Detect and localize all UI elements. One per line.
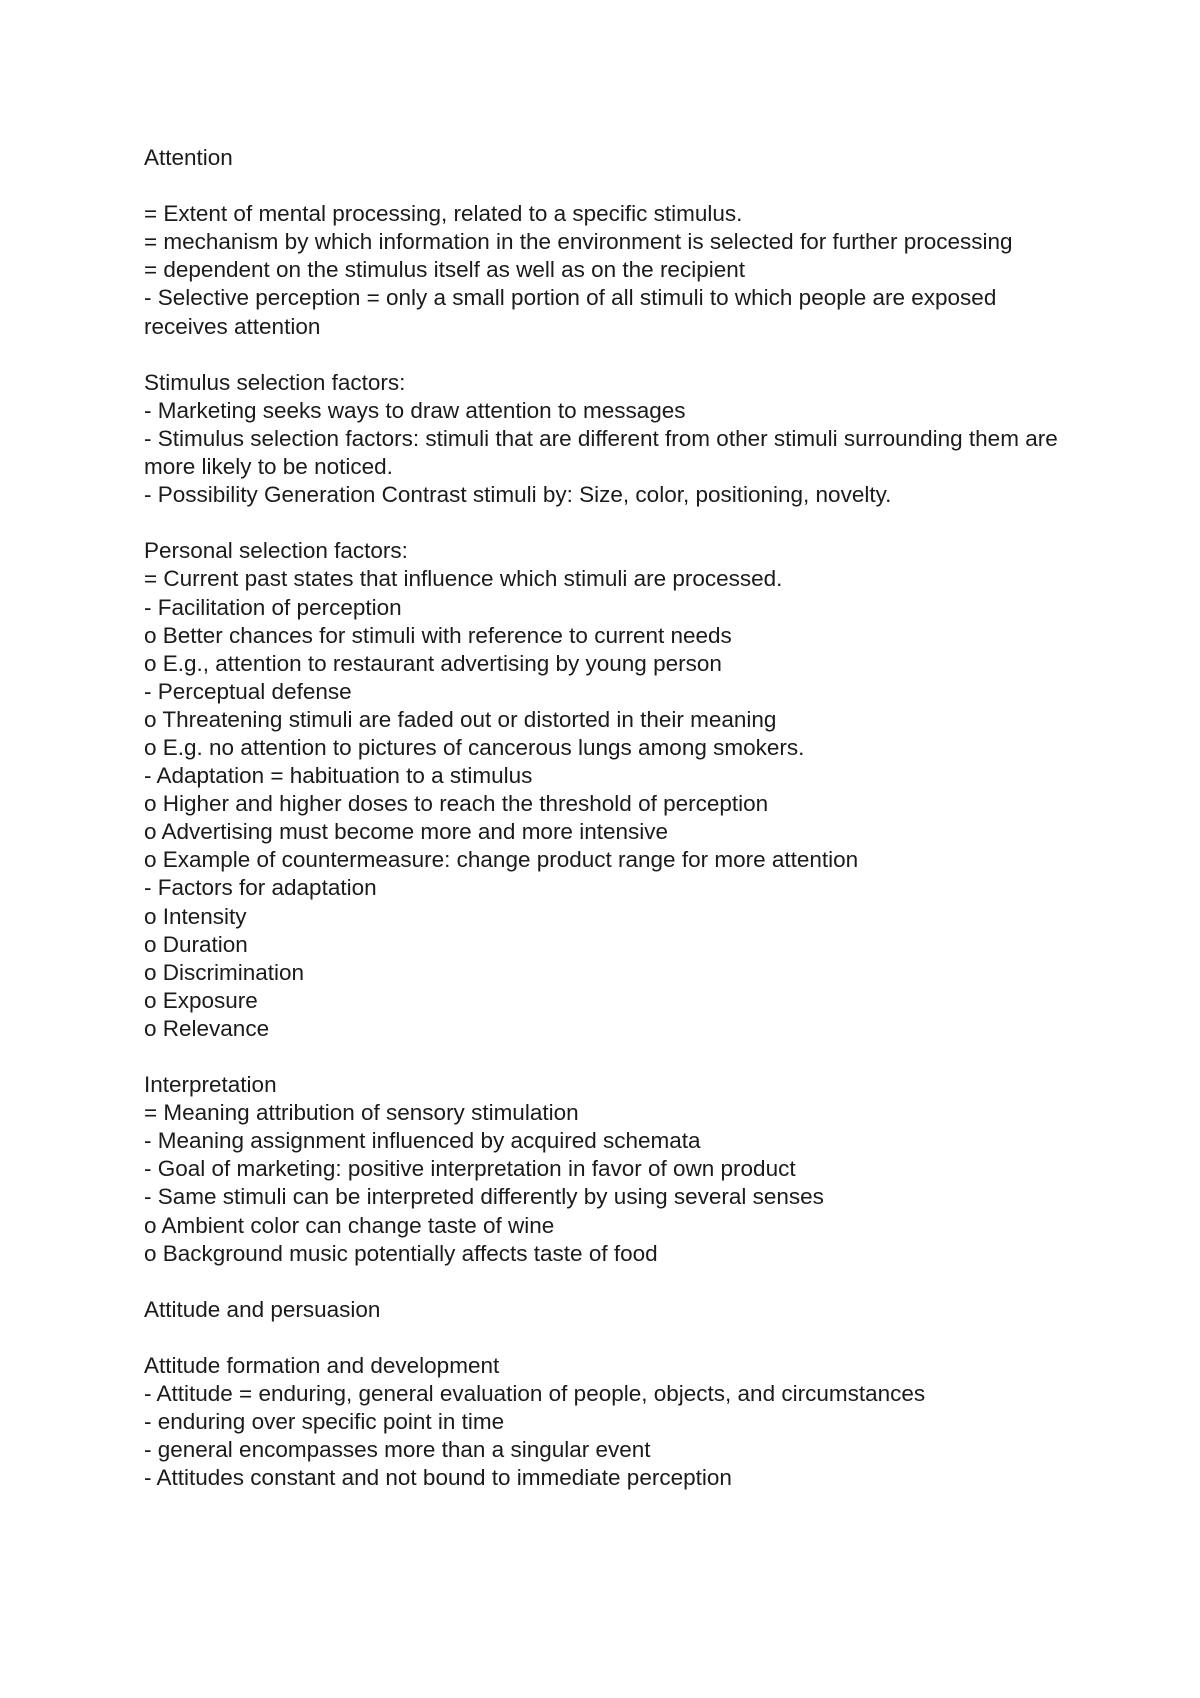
- text-line: o Discrimination: [144, 959, 305, 985]
- text-line: - Perceptual defense: [144, 678, 352, 704]
- text-line: Personal selection factors:: [144, 538, 408, 564]
- text-line: - Marketing seeks ways to draw attention to messages: [144, 397, 686, 423]
- text-line: o Advertising must become more and more intensive: [144, 819, 669, 845]
- blank-line: [144, 1043, 1064, 1071]
- text-line: - Attitudes constant and not bound to immediate perception: [144, 1465, 732, 1491]
- text-line: - general encompasses more than a singular event: [144, 1437, 651, 1463]
- text-line: o Intensity: [144, 903, 247, 929]
- text-line: = Current past states that influence which stimuli are processed.: [144, 566, 783, 592]
- blank-line: [144, 172, 1064, 200]
- text-line: = mechanism by which information in the environment is selected for further processing: [144, 229, 1013, 255]
- text-line: o Relevance: [144, 1015, 270, 1041]
- text-line: Stimulus selection factors:: [144, 369, 406, 395]
- text-line: - Attitude = enduring, general evaluation of people, objects, and circumstances: [144, 1381, 926, 1407]
- document-text-body: [144, 144, 1064, 1493]
- text-line: o Duration: [144, 931, 248, 957]
- text-line: Interpretation: [144, 1072, 277, 1098]
- blank-line: [144, 341, 1064, 369]
- text-line: o Exposure: [144, 987, 258, 1013]
- text-line: o Better chances for stimuli with reference to current needs: [144, 622, 732, 648]
- blank-line: [144, 1324, 1064, 1352]
- text-line: - Stimulus selection factors: stimuli that are different from other stimuli surrounding them are more likely to be noticed.: [144, 425, 1058, 480]
- blank-line: [144, 509, 1064, 537]
- text-line: - Goal of marketing: positive interpretation in favor of own product: [144, 1156, 796, 1182]
- text-line: = dependent on the stimulus itself as well as on the recipient: [144, 257, 745, 283]
- text-line: Attitude and persuasion: [144, 1296, 381, 1322]
- text-line: Attitude formation and development: [144, 1353, 500, 1379]
- text-line: - Factors for adaptation: [144, 875, 377, 901]
- text-line: o Example of countermeasure: change product range for more attention: [144, 847, 859, 873]
- text-line: - Adaptation = habituation to a stimulus: [144, 763, 533, 789]
- text-line: o E.g., attention to restaurant advertising by young person: [144, 650, 722, 676]
- text-line: o Background music potentially affects taste of food: [144, 1240, 658, 1266]
- text-line: - Possibility Generation Contrast stimuli by: Size, color, positioning, novelty.: [144, 482, 892, 508]
- text-line: - Facilitation of perception: [144, 594, 402, 620]
- text-line: o E.g. no attention to pictures of cancerous lungs among smokers.: [144, 734, 805, 760]
- text-line: Attention: [144, 145, 233, 170]
- text-line: = Extent of mental processing, related to a specific stimulus.: [144, 201, 743, 227]
- text-line: - Selective perception = only a small portion of all stimuli to which people are exposed receives attention: [144, 285, 997, 339]
- text-line: o Ambient color can change taste of wine: [144, 1212, 555, 1238]
- text-line: o Threatening stimuli are faded out or distorted in their meaning: [144, 706, 777, 732]
- blank-line: [144, 1268, 1064, 1296]
- text-line: - enduring over specific point in time: [144, 1409, 505, 1435]
- text-line: = Meaning attribution of sensory stimulation: [144, 1100, 579, 1126]
- text-line: - Same stimuli can be interpreted differently by using several senses: [144, 1184, 824, 1210]
- text-line: - Meaning assignment influenced by acquired schemata: [144, 1128, 701, 1154]
- text-line: o Higher and higher doses to reach the threshold of perception: [144, 791, 769, 817]
